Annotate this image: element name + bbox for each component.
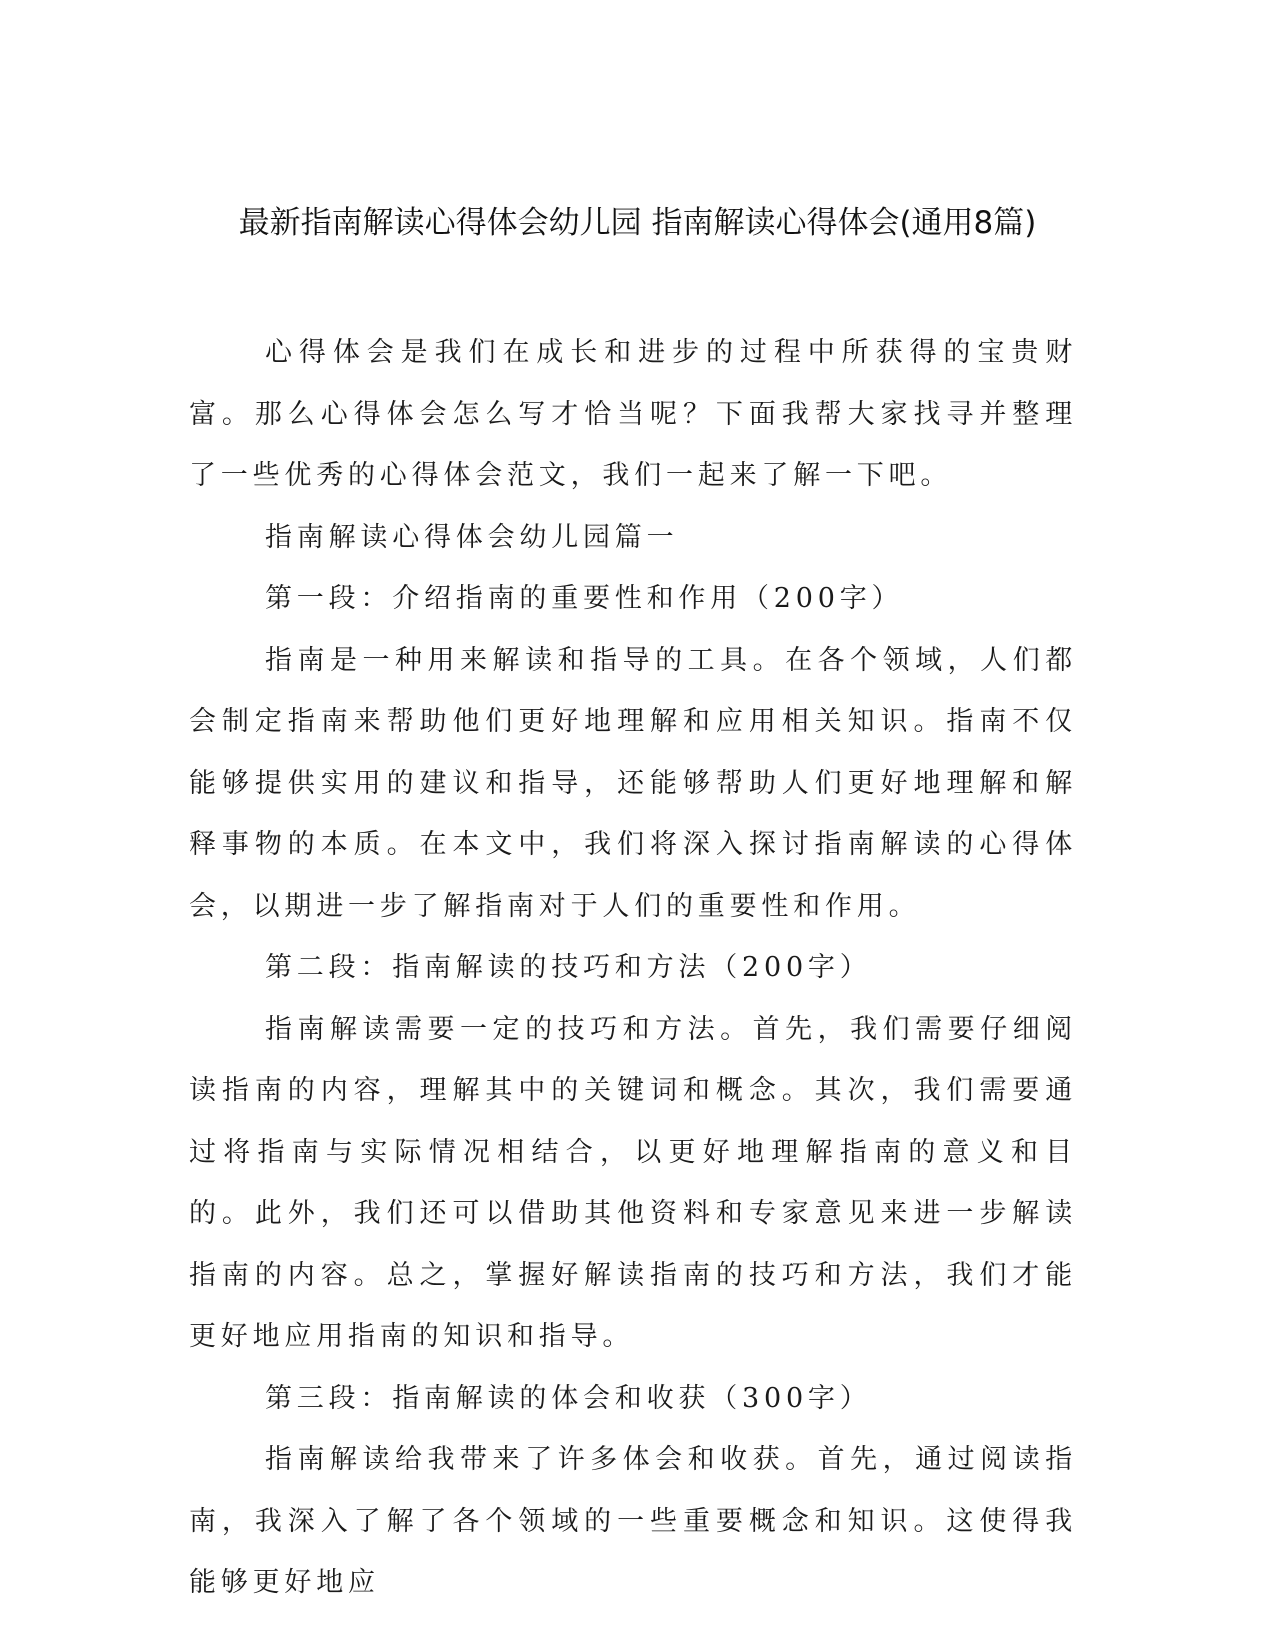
document-body <box>189 322 1077 1614</box>
subheading-paragraph-three: 第三段：指南解读的体会和收获（300字） <box>265 1382 872 1414</box>
subheading-paragraph-two: 第二段：指南解读的技巧和方法（200字） <box>265 952 872 983</box>
body-paragraph-two: 指南解读需要一定的技巧和方法。首先，我们需要仔细阅读指南的内容，理解其中的关键词和概念。其次，我们需要通过将指南与实际情况相结合，以更好地理解指南的意义和目的。此外，我们还可以借助其他资料和专家意见来进一步解读指南的内容。总之，掌握好解读指南的技巧和方法，我们才能更好地应用指南的知识和指导。 <box>189 1013 1077 1352</box>
body-paragraph-three: 指南解读给我带来了许多体会和收获。首先，通过阅读指南，我深入了解了各个领域的一些重要概念和知识。这使得我能够更好地应 <box>189 1444 1077 1598</box>
document-title: 最新指南解读心得体会幼儿园 指南解读心得体会(通用8篇) <box>238 205 1037 241</box>
subheading-paragraph-one: 第一段：介绍指南的重要性和作用（200字） <box>265 583 904 614</box>
intro-paragraph: 心得体会是我们在成长和进步的过程中所获得的宝贵财富。那么心得体会怎么写才恰当呢？下面我帮大家找寻并整理了一些优秀的心得体会范文，我们一起来了解一下吧。 <box>189 337 1077 491</box>
section-heading-part-one: 指南解读心得体会幼儿园篇一 <box>265 521 679 553</box>
body-paragraph-one: 指南是一种用来解读和指导的工具。在各个领域，人们都会制定指南来帮助他们更好地理解和应用相关知识。指南不仅能够提供实用的建议和指导，还能够帮助人们更好地理解和解释事物的本质。在本文中，我们将深入探讨指南解读的心得体会，以期进一步了解指南对于人们的重要性和作用。 <box>189 644 1077 922</box>
